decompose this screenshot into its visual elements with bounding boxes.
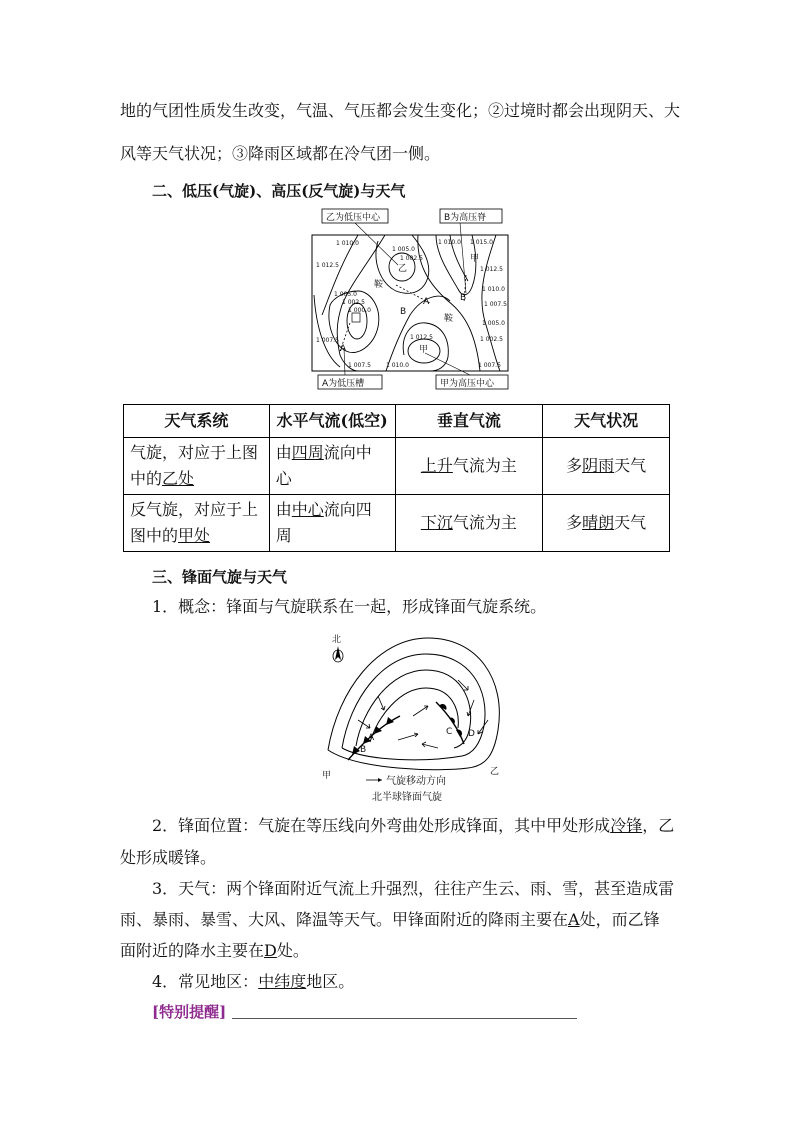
isobar-label: 1 005.0 [482, 320, 505, 327]
point-a: A [368, 733, 375, 743]
table-header: 天气系统 [124, 405, 270, 438]
figure2-caption: 北半球锋面气旋 [372, 792, 442, 803]
vertical-flow-cell: 上升气流为主 [395, 438, 543, 495]
item3-line1: 3．天气：两个锋面附近气流上升强烈，往往产生云、雨、雪，甚至造成雷 [152, 879, 675, 898]
isobar-label: 1 007.5 [316, 337, 339, 344]
isobar-label: 1 002.5 [400, 255, 423, 262]
isobar-label: 1 010.0 [386, 362, 409, 369]
item3-line2: 雨、暴雨、暴雪、大风、降温等天气。甲锋面附近的降雨主要在A处，而乙锋 [120, 910, 660, 929]
table-header-row [124, 405, 670, 438]
callout-yi: 乙为低压中心 [326, 213, 381, 223]
table-header: 垂直气流 [395, 405, 543, 438]
point-d: D [468, 729, 475, 739]
item2-line2: 处形成暖锋。 [120, 848, 217, 867]
section3-title: 三、锋面气旋与天气 [152, 568, 288, 586]
table-header: 天气状况 [543, 405, 670, 438]
horizontal-flow-cell: 由中心流向四 周 [269, 495, 395, 552]
mark-a: A [340, 344, 347, 354]
callout-jia: 甲为高压中心 [440, 379, 495, 389]
item2-line1: 2．锋面位置：气旋在等压线向外弯曲处形成锋面，其中甲处形成冷锋，乙 [152, 816, 675, 835]
callout-b: B为高压脊 [444, 213, 487, 223]
point-c: C [446, 727, 453, 737]
isobar-label: 1 007.5 [478, 362, 501, 369]
weather-cell: 多阴雨天气 [543, 438, 670, 495]
point-b: B [360, 745, 367, 755]
isobar-label: 1 012.5 [410, 334, 433, 341]
mark-an-2: 鞍 [444, 314, 454, 324]
isobar-label: 1 007.5 [484, 301, 507, 308]
isobar-label: 1 002.5 [480, 336, 503, 343]
callout-a: A为低压槽 [322, 379, 365, 389]
frontal-cyclone-figure [318, 630, 508, 806]
label-jia: 甲 [322, 771, 332, 781]
weather-system-table [123, 404, 670, 552]
isobar-map [300, 205, 530, 395]
mark-jia-2: 甲 [470, 254, 480, 264]
system-cell: 气旋，对应于上图 中的乙处 [124, 438, 270, 495]
weather-cell: 多晴朗天气 [543, 495, 670, 552]
isobar-label: 1 015.0 [470, 239, 493, 246]
isobar-map-figure [300, 205, 530, 395]
horizontal-flow-cell: 由四周流向中 心 [269, 438, 395, 495]
para1-line1: 地的气团性质发生改变，气温、气压都会发生变化；②过境时都会出现阴天、大 [120, 101, 681, 120]
frontal-cyclone-diagram [318, 630, 508, 806]
reminder-divider [232, 1018, 577, 1019]
mark-yi: 乙 [398, 264, 408, 274]
special-reminder-label: [特别提醒] [152, 1003, 227, 1021]
section2-title: 二、低压(气旋)、高压(反气旋)与天气 [152, 182, 406, 200]
isobar-label: 1 010.0 [482, 286, 505, 293]
mark-b: B [400, 307, 407, 317]
mark-a2: A [423, 297, 430, 307]
mark-jia: 甲 [419, 345, 429, 355]
mark-an-1: 鞍 [374, 280, 384, 290]
isobar-label: 1 010.0 [336, 240, 359, 247]
section3-item1: 1．概念：锋面与气旋联系在一起，形成锋面气旋系统。 [152, 597, 547, 616]
para1-line2: 风等天气状况；③降雨区域都在冷气团一侧。 [120, 144, 441, 163]
isobar-label: 1 005.0 [392, 246, 415, 253]
system-cell: 反气旋，对应于上 图中的甲处 [124, 495, 270, 552]
isobar-label: 1 002.5 [342, 299, 365, 306]
isobar-label: 1 012.5 [316, 262, 339, 269]
table-header: 水平气流(低空) [269, 405, 395, 438]
vertical-flow-cell: 下沉气流为主 [395, 495, 543, 552]
isobar-label: 1 000.0 [348, 307, 371, 314]
legend-label: 气旋移动方向 [386, 776, 446, 787]
isobar-label: 1 010.0 [438, 239, 461, 246]
label-yi: 乙 [490, 767, 500, 777]
table-row [124, 495, 670, 552]
isobar-label: 1 012.5 [480, 266, 503, 273]
item4: 4．常见地区：中纬度地区。 [152, 972, 355, 991]
table-row [124, 438, 670, 495]
isobar-label: 1 005.0 [334, 291, 357, 298]
mark-b2: B [460, 293, 467, 303]
item3-line3: 面附近的降水主要在D处。 [120, 941, 309, 960]
isobar-label: 1 007.5 [348, 362, 371, 369]
north-label: 北 [332, 635, 342, 645]
